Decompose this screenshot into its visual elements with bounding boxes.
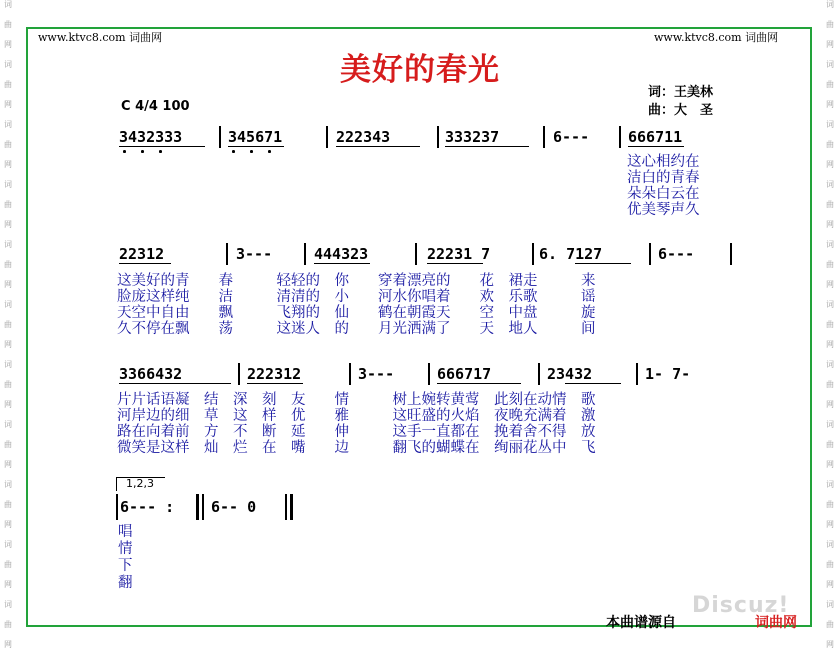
underline-beam [437,383,521,384]
measure: 333237 [445,128,500,146]
side-watermark-char: 曲 [826,20,834,29]
barline [238,363,240,385]
source-site-link[interactable]: 词曲网 [755,615,797,631]
side-watermark-char: 网 [826,280,834,289]
measure: 666717 [437,365,492,383]
barline [532,243,534,265]
measure: 6--- [658,245,695,263]
lyric-line: 河岸边的细 草 这 样 优 雅 这旺盛的火焰 夜晚充满着 激 [117,408,596,424]
side-watermark-char: 词 [4,60,12,69]
lyric-line: 路在向着前 方 不 断 延 伸 这手一直都在 挽着舍不得 放 [117,424,596,440]
underline-beam [336,146,420,147]
underline-beam [119,383,231,384]
measure: 6--- : [120,498,175,516]
lyric-char: 情 [118,541,133,557]
measure: 3366432 [119,365,183,383]
barline [649,243,651,265]
side-watermark-char: 网 [826,100,834,109]
side-watermark-char: 网 [826,520,834,529]
side-watermark-char: 曲 [826,320,834,329]
side-watermark-char: 词 [826,180,834,189]
barline [202,494,204,520]
side-watermark-char: 曲 [826,560,834,569]
barline [415,243,417,265]
lyric-line: 朵朵白云在 [627,186,700,202]
site-watermark-left: www.ktvc8.com 词曲网 [38,31,163,44]
underline-beam [247,383,303,384]
lyric-line: 这心相约在 [627,154,700,170]
measure: 222312 [247,365,302,383]
side-watermark-char: 曲 [4,560,12,569]
lyric-line: 天空中自由 飘 飞翔的 仙 鹤在朝霞天 空 中盘 旋 [117,305,596,321]
barline [326,126,328,148]
measure: 222343 [336,128,391,146]
measure: 22231 7 [427,245,491,263]
side-watermark-char: 词 [826,60,834,69]
side-watermark-char: 曲 [4,500,12,509]
lyric-line: 这美好的青 春 轻轻的 你 穿着漂亮的 花 裙走 来 [117,273,596,289]
measure: 1- 7- [645,365,691,383]
lyric-char: 唱 [118,524,133,540]
volta-bracket [116,477,165,491]
measure: 666711 [628,128,683,146]
side-watermark-char: 曲 [826,440,834,449]
measure: 3432333 [119,128,183,146]
barline [543,126,545,148]
lyric-column [118,524,134,592]
barline [226,243,228,265]
side-watermark-char: 曲 [4,620,12,629]
low-octave-dot [159,150,162,153]
underline-beam [427,263,483,264]
side-watermark-char: 词 [826,540,834,549]
side-watermark-char: 网 [4,220,12,229]
lyric-line: 脸庞这样纯 洁 清清的 小 河水你唱着 欢 乐歌 谣 [117,289,596,305]
side-watermark-char: 网 [826,640,834,649]
side-watermark-char: 网 [4,400,12,409]
barline [428,363,430,385]
barline [730,243,732,265]
side-watermark-char: 曲 [826,500,834,509]
barline [219,126,221,148]
site-watermark-right: www.ktvc8.com 词曲网 [654,31,779,44]
side-watermark-char: 曲 [4,80,12,89]
key-time-tempo: C 4/4 100 [121,99,190,114]
side-watermark-char: 曲 [4,260,12,269]
measure: 3--- [236,245,273,263]
side-watermark-char: 词 [4,120,12,129]
side-watermark-char: 网 [4,640,12,649]
side-watermark-char: 词 [826,420,834,429]
side-watermark-char: 词 [4,180,12,189]
side-watermark-char: 网 [4,340,12,349]
barline [538,363,540,385]
side-watermark-char: 网 [4,580,12,589]
side-watermark-char: 词 [4,600,12,609]
measure: 444323 [314,245,369,263]
side-watermark-char: 网 [826,580,834,589]
side-watermark-char: 词 [826,300,834,309]
barline [636,363,638,385]
barline [304,243,306,265]
measure: 6-- 0 [211,498,257,516]
side-watermark-char: 网 [826,460,834,469]
side-watermark-char: 网 [4,40,12,49]
side-watermark-char: 网 [826,160,834,169]
lyric-line: 微笑是这样 灿 烂 在 嘴 边 翻飞的蝴蝶在 绚丽花丛中 飞 [117,440,596,456]
volta-label: 1,2,3 [126,477,154,490]
barline [285,494,287,520]
side-watermark-char: 曲 [826,620,834,629]
side-watermark-char: 词 [826,240,834,249]
low-octave-dot [250,150,253,153]
measure: 3--- [358,365,395,383]
underline-beam [119,146,205,147]
underline-beam [628,146,684,147]
side-watermark-char: 词 [4,0,12,9]
final-barline [290,494,293,520]
barline [349,363,351,385]
measure: 22312 [119,245,165,263]
side-watermark-char: 网 [4,520,12,529]
barline [619,126,621,148]
underline-beam [228,146,284,147]
underline-beam [445,146,529,147]
side-watermark-char: 网 [4,160,12,169]
composer-credit: 曲：大 圣 [648,103,714,118]
source-label: 本曲谱源自 [606,615,676,631]
side-watermark-char: 词 [826,360,834,369]
underline-beam [314,263,370,264]
underline-beam [575,263,631,264]
lyricist-credit: 词：王美林 [648,85,714,100]
side-watermark-char: 曲 [826,200,834,209]
low-octave-dot [123,150,126,153]
side-watermark-char: 曲 [4,440,12,449]
side-watermark-char: 词 [826,480,834,489]
right-side-watermark [824,0,838,659]
barline [437,126,439,148]
side-watermark-char: 网 [826,40,834,49]
notation-row-1 [0,128,840,168]
left-side-watermark [2,0,16,659]
side-watermark-char: 词 [826,120,834,129]
barline [116,494,118,520]
low-octave-dot [268,150,271,153]
side-watermark-char: 曲 [826,260,834,269]
side-watermark-char: 曲 [4,20,12,29]
side-watermark-char: 网 [4,460,12,469]
side-watermark-char: 词 [4,240,12,249]
lyric-line: 优美琴声久 [627,202,700,218]
side-watermark-char: 词 [4,360,12,369]
low-octave-dot [141,150,144,153]
side-watermark-char: 词 [826,600,834,609]
side-watermark-char: 曲 [4,140,12,149]
side-watermark-char: 曲 [4,200,12,209]
measure: 23432 [547,365,593,383]
measure: 6. 7127 [539,245,603,263]
side-watermark-char: 网 [4,100,12,109]
measure: 6--- [553,128,590,146]
side-watermark-char: 网 [826,340,834,349]
underline-beam [565,383,621,384]
discuz-watermark: Discuz! [692,593,790,618]
side-watermark-char: 网 [826,220,834,229]
lyric-line: 洁白的青春 [627,170,700,186]
low-octave-dot [232,150,235,153]
song-title: 美好的春光 [340,52,500,88]
side-watermark-char: 词 [826,0,834,9]
lyric-char: 翻 [118,575,133,591]
side-watermark-char: 词 [4,540,12,549]
side-watermark-char: 网 [826,400,834,409]
side-watermark-char: 曲 [4,380,12,389]
side-watermark-char: 曲 [826,380,834,389]
side-watermark-char: 词 [4,480,12,489]
lyric-char: 下 [118,558,133,574]
side-watermark-char: 词 [4,420,12,429]
side-watermark-char: 曲 [4,320,12,329]
measure: 345671 [228,128,283,146]
repeat-barline [196,494,199,520]
lyric-line: 久不停在飘 荡 这迷人 的 月光洒满了 天 地人 间 [117,321,596,337]
side-watermark-char: 网 [4,280,12,289]
side-watermark-char: 曲 [826,140,834,149]
lyric-line: 片片话语凝 结 深 刻 友 情 树上婉转黄莺 此刻在动情 歌 [117,392,596,408]
underline-beam [119,263,171,264]
side-watermark-char: 词 [4,300,12,309]
side-watermark-char: 曲 [826,80,834,89]
